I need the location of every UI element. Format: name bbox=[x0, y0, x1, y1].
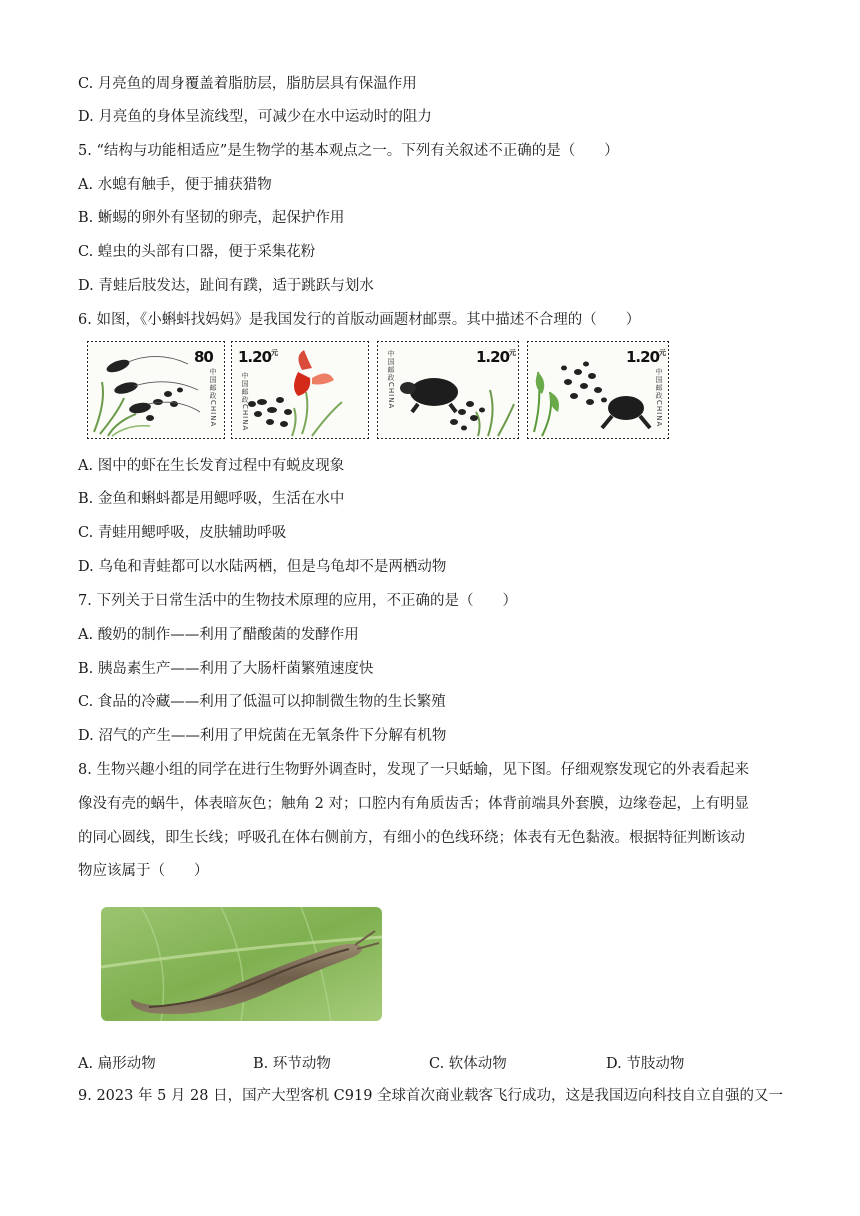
q5-option-d: D. 青蛙后肢发达，趾间有蹼，适于跳跃与划水 bbox=[78, 278, 374, 294]
q4-option-d: D. 月亮鱼的身体呈流线型，可减少在水中运动时的阻力 bbox=[78, 109, 432, 125]
stamp-2-country: 中国邮政CHINA bbox=[241, 372, 249, 432]
stamp-4-country: 中国邮政CHINA bbox=[655, 368, 663, 428]
stamp-3-value: $1.20^元$ bbox=[476, 348, 516, 366]
stamp-3-country: 中国邮政CHINA bbox=[387, 350, 395, 410]
question-6-stem: 6. 如图，《小蝌蚪找妈妈》是我国发行的首版动画题材邮票。其中描述不合理的（ ） bbox=[78, 312, 641, 328]
q8-options bbox=[78, 1052, 778, 1074]
q5-option-b: B. 蜥蜴的卵外有坚韧的卵壳，起保护作用 bbox=[78, 210, 345, 226]
stamp-turtle bbox=[378, 342, 518, 438]
q7-option-b: B. 胰岛素生产——利用了大肠杆菌繁殖速度快 bbox=[78, 661, 374, 677]
q8-option-c: C. 软体动物 bbox=[429, 1056, 507, 1072]
question-8-stem-line-4: 物应该属于（ ） bbox=[78, 863, 209, 879]
question-5-stem: 5. “结构与功能相适应”是生物学的基本观点之一。下列有关叙述不正确的是（ ） bbox=[78, 143, 619, 159]
question-8-stem-line-3: 的同心圆线，即生长线；呼吸孔在体右侧前方，有细小的色线环绕；体表有无色黏液。根据特征判断该动 bbox=[78, 830, 745, 846]
stamp-shrimp bbox=[88, 342, 224, 438]
q6-option-b: B. 金鱼和蝌蚪都是用鳃呼吸，生活在水中 bbox=[78, 491, 345, 507]
q6-option-d: D. 乌龟和青蛙都可以水陆两栖，但是乌龟却不是两栖动物 bbox=[78, 559, 447, 575]
stamp-1-country: 中国邮政CHINA bbox=[209, 368, 217, 428]
stamp-goldfish bbox=[232, 342, 368, 438]
stamp-figure bbox=[88, 342, 672, 440]
q5-option-c: C. 蝗虫的头部有口器，便于采集花粉 bbox=[78, 244, 316, 260]
slug-photo bbox=[101, 907, 382, 1021]
q7-option-a: A. 酸奶的制作——利用了醋酸菌的发酵作用 bbox=[78, 627, 359, 643]
stamp-frog bbox=[528, 342, 668, 438]
question-9-stem: 9. 2023 年 5 月 28 日，国产大型客机 C919 全球首次商业载客飞行成功，这是我国迈向科技自立自强的又一 bbox=[78, 1088, 784, 1104]
q7-option-d: D. 沼气的产生——利用了甲烷菌在无氧条件下分解有机物 bbox=[78, 728, 447, 744]
stamp-4-value: $1.20^元$ bbox=[626, 348, 666, 366]
q5-option-a: A. 水螅有触手，便于捕获猎物 bbox=[78, 177, 272, 193]
q4-option-c: C. 月亮鱼的周身覆盖着脂肪层，脂肪层具有保温作用 bbox=[78, 76, 417, 92]
q8-option-a: A. 扁形动物 bbox=[78, 1056, 156, 1072]
q8-option-b: B. 环节动物 bbox=[253, 1056, 331, 1072]
q6-option-a: A. 图中的虾在生长发育过程中有蜕皮现象 bbox=[78, 458, 345, 474]
question-8-stem-line-1: 8. 生物兴趣小组的同学在进行生物野外调查时，发现了一只蛞蝓，见下图。仔细观察发现它的外表看起来 bbox=[78, 762, 749, 778]
question-7-stem: 7. 下列关于日常生活中的生物技术原理的应用，不正确的是（ ） bbox=[78, 593, 517, 609]
q7-option-c: C. 食品的冷藏——利用了低温可以抑制微生物的生长繁殖 bbox=[78, 694, 446, 710]
q6-option-c: C. 青蛙用鳃呼吸，皮肤辅助呼吸 bbox=[78, 525, 287, 541]
stamp-2-value: $1.20^元$ bbox=[238, 348, 278, 366]
question-8-stem-line-2: 像没有壳的蜗牛，体表暗灰色；触角 2 对；口腔内有角质齿舌；体背前端具外套膜，边缘卷起，上有明显 bbox=[78, 796, 749, 812]
q8-option-d: D. 节肢动物 bbox=[606, 1056, 685, 1072]
stamp-1-value: 80 bbox=[194, 348, 213, 366]
slug-illustration bbox=[101, 907, 382, 1021]
